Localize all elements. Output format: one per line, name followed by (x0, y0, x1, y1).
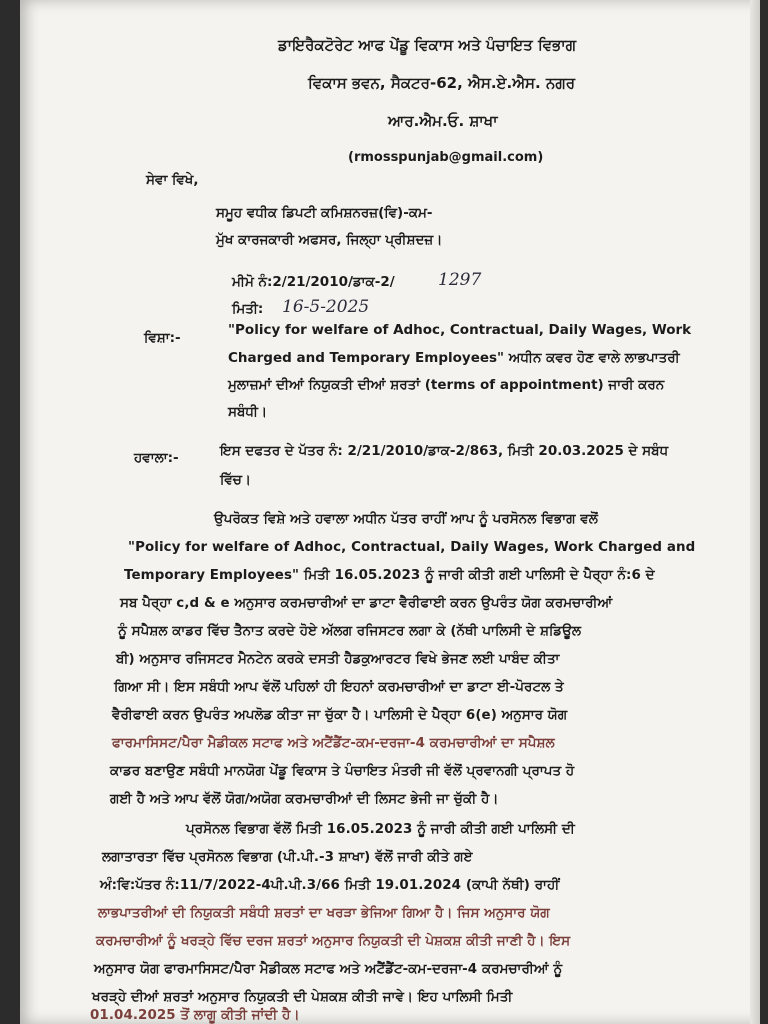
subject-line: "Policy for welfare of Adhoc, Contractual, Daily Wages, Work (228, 322, 692, 338)
memo-number: ਮੀਮੋ ਨੰ:2/21/2010/ਡਾਕ-2/ (232, 274, 395, 290)
memo-number-handwritten: 1297 (438, 270, 482, 290)
paragraph-1-line: ਗਈ ਹੈ ਅਤੇ ਆਪ ਵੱਲੋਂ ਯੋਗ/ਅਯੋਗ ਕਰਮਚਾਰੀਆਂ ਦੀ ਲਿਸਟ ਭੇਜੀ ਜਾ ਚੁੱਕੀ ਹੈ। (110, 792, 499, 807)
subject-line: ਮੁਲਾਜ਼ਮਾਂ ਦੀਆਂ ਨਿਯੁਕਤੀ ਦੀਆਂ ਸ਼ਰਤਾਂ (terms of appointment) ਜਾਰੀ ਕਰਨ (228, 377, 665, 393)
paragraph-2-line: ਲਾਭਪਾਤਰੀਆਂ ਦੀ ਨਿਯੁਕਤੀ ਸਬੰਧੀ ਸ਼ਰਤਾਂ ਦਾ ਖਰੜਾ ਭੇਜਿਆ ਗਿਆ ਹੈ। ਜਿਸ ਅਨੁਸਾਰ ਯੋਗ (98, 906, 550, 921)
paragraph-1-line: ਕਾਡਰ ਬਣਾਉਣ ਸਬੰਧੀ ਮਾਨਯੋਗ ਪੇਂਡੂ ਵਿਕਾਸ ਤੇ ਪੰਚਾਇਤ ਮੰਤਰੀ ਜੀ ਵੱਲੋਂ ਪ੍ਰਵਾਨਗੀ ਪ੍ਰਾਪਤ ਹੋ (110, 764, 575, 779)
paragraph-2-line: ਅੰ:ਵਿ:ਪੱਤਰ ਨੰ:11/7/2022-4ਪੀ.ਪੀ.3/66 ਮਿਤੀ 19.01.2024 (ਕਾਪੀ ਨੱਥੀ) ਰਾਹੀਂ (100, 878, 560, 893)
paragraph-1-line: ਨੂੰ ਸਪੈਸ਼ਲ ਕਾਡਰ ਵਿੱਚ ਤੈਨਾਤ ਕਰਦੇ ਹੋਏ ਅੱਲਗ ਰਜਿਸਟਰ ਲਗਾ ਕੇ (ਨੱਥੀ ਪਾਲਿਸੀ ਦੇ ਸ਼ਡਿਊਲ (118, 624, 582, 639)
paragraph-2-line: ਖਰੜ੍ਹੇ ਦੀਆਂ ਸ਼ਰਤਾਂ ਅਨੁਸਾਰ ਨਿਯੁਕਤੀ ਦੀ ਪੇਸ਼ਕਸ਼ ਕੀਤੀ ਜਾਵੇ। ਇਹ ਪਾਲਿਸੀ ਮਿਤੀ (92, 990, 513, 1005)
reference-label: ਹਵਾਲਾ:- (134, 450, 179, 466)
addressee-line-2: ਮੁੱਖ ਕਾਰਜਕਾਰੀ ਅਫਸਰ, ਜਿਲ੍ਹਾ ਪ੍ਰੀਸ਼ਦਜ਼। (216, 232, 443, 248)
paragraph-1-line: Temporary Employees" ਮਿਤੀ 16.05.2023 ਨੂੰ ਜਾਰੀ ਕੀਤੀ ਗਈ ਪਾਲਿਸੀ ਦੇ ਪੈਰ੍ਹਾ ਨੰ:6 ਦੇ (124, 568, 655, 583)
paragraph-1-line: ਗਿਆ ਸੀ। ਇਸ ਸਬੰਧੀ ਆਪ ਵੱਲੋਂ ਪਹਿਲਾਂ ਹੀ ਇਹਨਾਂ ਕਰਮਚਾਰੀਆਂ ਦਾ ਡਾਟਾ ਈ-ਪੋਰਟਲ ਤੇ (114, 680, 564, 695)
paragraph-1-line: ਸਬ ਪੈਰ੍ਹਾ c,d & e ਅਨੁਸਾਰ ਕਰਮਚਾਰੀਆਂ ਦਾ ਡਾਟਾ ਵੈਰੀਫਾਈ ਕਰਨ ਉਪਰੰਤ ਯੋਗ ਕਰਮਚਾਰੀਆਂ (120, 596, 613, 611)
paragraph-2-line: ਪ੍ਰਸੋਨਲ ਵਿਭਾਗ ਵੱਲੋਂ ਮਿਤੀ 16.05.2023 ਨੂੰ ਜਾਰੀ ਕੀਤੀ ਗਈ ਪਾਲਿਸੀ ਦੀ (186, 822, 575, 837)
document-page (20, 0, 760, 1024)
header-address: ਵਿਕਾਸ ਭਵਨ, ਸੈਕਟਰ-62, ਐਸ.ਏ.ਐਸ. ਨਗਰ (308, 74, 576, 92)
subject-line: Charged and Temporary Employees" ਅਧੀਨ ਕਵਰ ਹੋਣ ਵਾਲੇ ਲਾਭਪਾਤਰੀ (228, 350, 680, 366)
header-email: (rmosspunjab@gmail.com) (348, 150, 544, 165)
paragraph-1-line: ਬੀ) ਅਨੁਸਾਰ ਰਜਿਸਟਰ ਮੈਨਟੇਨ ਕਰਕੇ ਦਸਤੀ ਹੈਡਕੁਆਰਟਰ ਵਿਖੇ ਭੇਜਣ ਲਈ ਪਾਬੰਦ ਕੀਤਾ (116, 652, 560, 667)
reference-line: ਇਸ ਦਫਤਰ ਦੇ ਪੱਤਰ ਨੰ: 2/21/2010/ਡਾਕ-2/863, ਮਿਤੀ 20.03.2025 ਦੇ ਸਬੰਧ (220, 443, 669, 459)
memo-date-handwritten: 16-5-2025 (282, 297, 370, 317)
header-department: ਡਾਇਰੈਕਟੋਰੇਟ ਆਫ ਪੇਂਡੂ ਵਿਕਾਸ ਅਤੇ ਪੰਚਾਇਤ ਵਿਭਾਗ (278, 36, 577, 54)
salutation: ਸੇਵਾ ਵਿਖੇ, (146, 172, 199, 188)
header-branch: ਆਰ.ਐਮ.ਓ. ਸ਼ਾਖਾ (388, 112, 498, 130)
memo-date-label: ਮਿਤੀ: (232, 301, 264, 317)
page-edge (750, 0, 760, 1024)
paragraph-2-line: ਅਨੁਸਾਰ ਯੋਗ ਫਾਰਮਾਸਿਸਟ/ਪੈਰਾ ਮੈਡੀਕਲ ਸਟਾਫ ਅਤੇ ਅਟੈਂਡੈਂਟ-ਕਮ-ਦਰਜਾ-4 ਕਰਮਚਾਰੀਆਂ ਨੂੰ (94, 962, 563, 977)
paragraph-1-line: "Policy for welfare of Adhoc, Contractual, Daily Wages, Work Charged and (128, 540, 696, 555)
reference-line: ਵਿੱਚ। (220, 472, 251, 488)
paragraph-2-line: ਕਰਮਚਾਰੀਆਂ ਨੂੰ ਖਰੜ੍ਹੇ ਵਿੱਚ ਦਰਜ ਸ਼ਰਤਾਂ ਅਨੁਸਾਰ ਨਿਯੁਕਤੀ ਦੀ ਪੇਸ਼ਕਸ਼ ਕੀਤੀ ਜਾਣੀ ਹੈ। ਇਸ (96, 934, 571, 949)
addressee-line-1: ਸਮੂਹ ਵਧੀਕ ਡਿਪਟੀ ਕਮਿਸ਼ਨਰਜ਼(ਵਿ)-ਕਮ- (216, 205, 433, 221)
paragraph-1-line: ਫਾਰਮਾਸਿਸਟ/ਪੈਰਾ ਮੈਡੀਕਲ ਸਟਾਫ ਅਤੇ ਅਟੈਂਡੈਂਟ-ਕਮ-ਦਰਜਾ-4 ਕਰਮਚਾਰੀਆਂ ਦਾ ਸਪੈਸ਼ਲ (112, 736, 555, 751)
subject-label: ਵਿਸ਼ਾ:- (144, 330, 181, 346)
paragraph-2-line: ਲਗਾਤਾਰਤਾ ਵਿੱਚ ਪ੍ਰਸੋਨਲ ਵਿਭਾਗ (ਪੀ.ਪੀ.-3 ਸ਼ਾਖਾ) ਵੱਲੋਂ ਜਾਰੀ ਕੀਤੇ ਗਏ (102, 850, 473, 865)
paragraph-2-line: 01.04.2025 ਤੋਂ ਲਾਗੂ ਕੀਤੀ ਜਾਂਦੀ ਹੈ। (90, 1008, 300, 1023)
subject-line: ਸਬੰਧੀ। (228, 404, 268, 420)
paragraph-1-line: ਉਪਰੋਕਤ ਵਿਸ਼ੇ ਅਤੇ ਹਵਾਲਾ ਅਧੀਨ ਪੱਤਰ ਰਾਹੀਂ ਆਪ ਨੂੰ ਪਰਸੋਨਲ ਵਿਭਾਗ ਵਲੋਂ (214, 512, 598, 527)
paragraph-1-line: ਵੈਰੀਫਾਈ ਕਰਨ ਉਪਰੰਤ ਅਪਲੋਡ ਕੀਤਾ ਜਾ ਚੁੱਕਾ ਹੈ। ਪਾਲਿਸੀ ਦੇ ਪੈਰ੍ਹਾ 6(e) ਅਨੁਸਾਰ ਯੋਗ (112, 708, 568, 723)
